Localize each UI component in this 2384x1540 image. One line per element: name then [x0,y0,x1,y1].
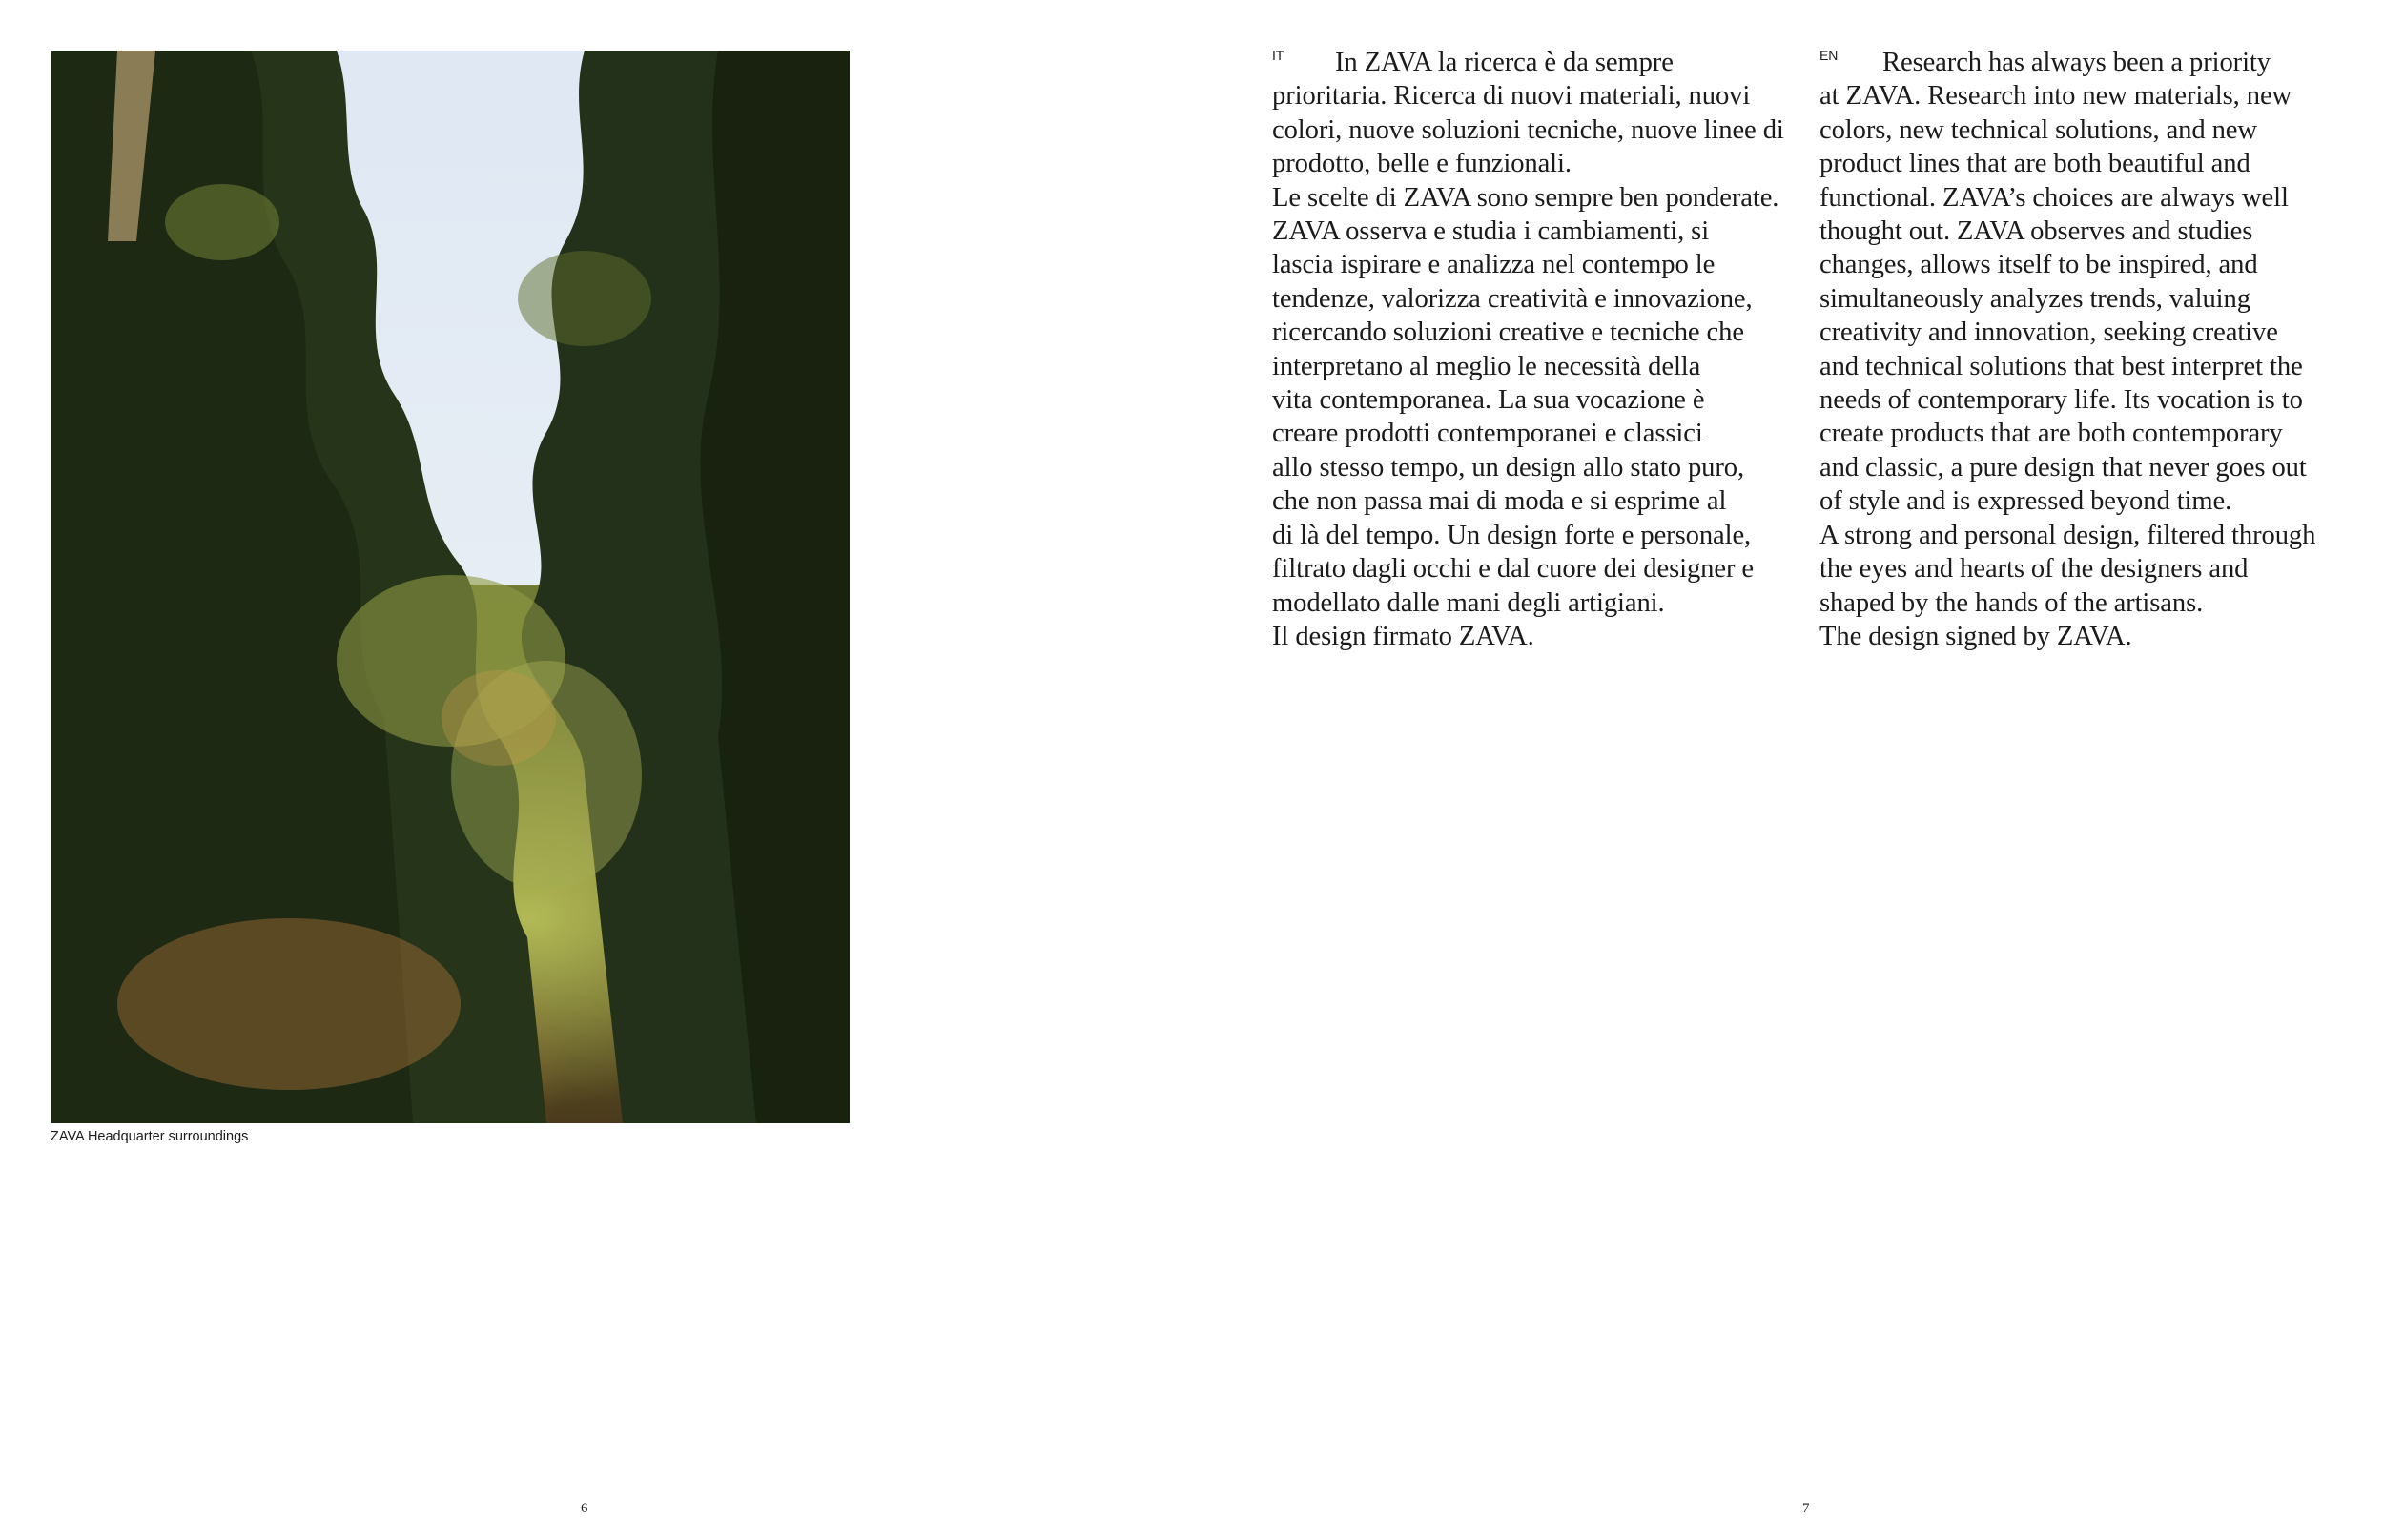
photo-caption: ZAVA Headquarter surroundings [51,1129,249,1144]
text-line: prodotto, belle e funzionali. [1272,149,1572,179]
text-line: di là del tempo. Un design forte e personale, [1272,520,1752,550]
text-line: and classic, a pure design that never goes out [1819,452,2307,483]
text-line: Research has always been a priority [1882,48,2271,77]
text-line: The design signed by ZAVA. [1819,621,2132,651]
forest-photo-illustration [51,51,850,1123]
text-line: creativity and innovation, seeking creative [1819,318,2278,348]
text-line: needs of contemporary life. Its vocation is to [1819,385,2303,416]
text-line: che non passa mai di moda e si esprime al [1272,486,1727,517]
language-tag-en: EN [1819,48,1839,63]
text-line: colors, new technical solutions, and new [1819,114,2257,145]
text-line: and technical solutions that best interpret the [1819,351,2303,381]
text-line: simultaneously analyzes trends, valuing [1819,283,2250,314]
text-line: thought out. ZAVA observes and studies [1819,216,2253,247]
text-line: prioritaria. Ricerca di nuovi materiali, nuovi [1272,81,1751,112]
text-line: Le scelte di ZAVA sono sempre ben ponderate. [1272,182,1779,213]
text-line: the eyes and hearts of the designers and [1819,554,2249,585]
text-line: product lines that are both beautiful and [1819,149,2250,179]
text-line: at ZAVA. Research into new materials, new [1819,81,2292,112]
language-tag-it: IT [1272,48,1284,63]
text-line: create products that are both contemporary [1819,419,2283,449]
text-line: of style and is expressed beyond time. [1819,486,2232,517]
text-line: shaped by the hands of the artisans. [1819,587,2204,618]
text-line: In ZAVA la ricerca è da sempre [1335,48,1674,77]
english-text-column [1819,46,2363,653]
italian-text-column [1272,46,1816,653]
text-line: changes, allows itself to be inspired, and [1819,250,2258,280]
text-line: ricercando soluzioni creative e tecniche che [1272,318,1744,348]
page-number-right: 7 [1802,1501,1810,1516]
text-line: ZAVA osserva e studia i cambiamenti, si [1272,216,1710,247]
text-line: tendenze, valorizza creatività e innovazione, [1272,283,1753,314]
text-line: A strong and personal design, filtered through [1819,520,2316,550]
text-line: interpretano al meglio le necessità della [1272,351,1701,381]
text-line: creare prodotti contemporanei e classici [1272,419,1703,449]
text-line: filtrato dagli occhi e dal cuore dei designer e [1272,554,1755,585]
text-line: lascia ispirare e analizza nel contempo le [1272,250,1716,280]
text-line: allo stesso tempo, un design allo stato puro, [1272,452,1745,483]
text-line: functional. ZAVA’s choices are always well [1819,182,2289,213]
text-line: vita contemporanea. La sua vocazione è [1272,385,1705,416]
text-line: modellato dalle mani degli artigiani. [1272,587,1665,618]
text-line: Il design firmato ZAVA. [1272,621,1534,651]
text-line: colori, nuove soluzioni tecniche, nuove linee di [1272,114,1784,145]
forest-photo [51,51,850,1123]
page-number-left: 6 [581,1501,588,1516]
